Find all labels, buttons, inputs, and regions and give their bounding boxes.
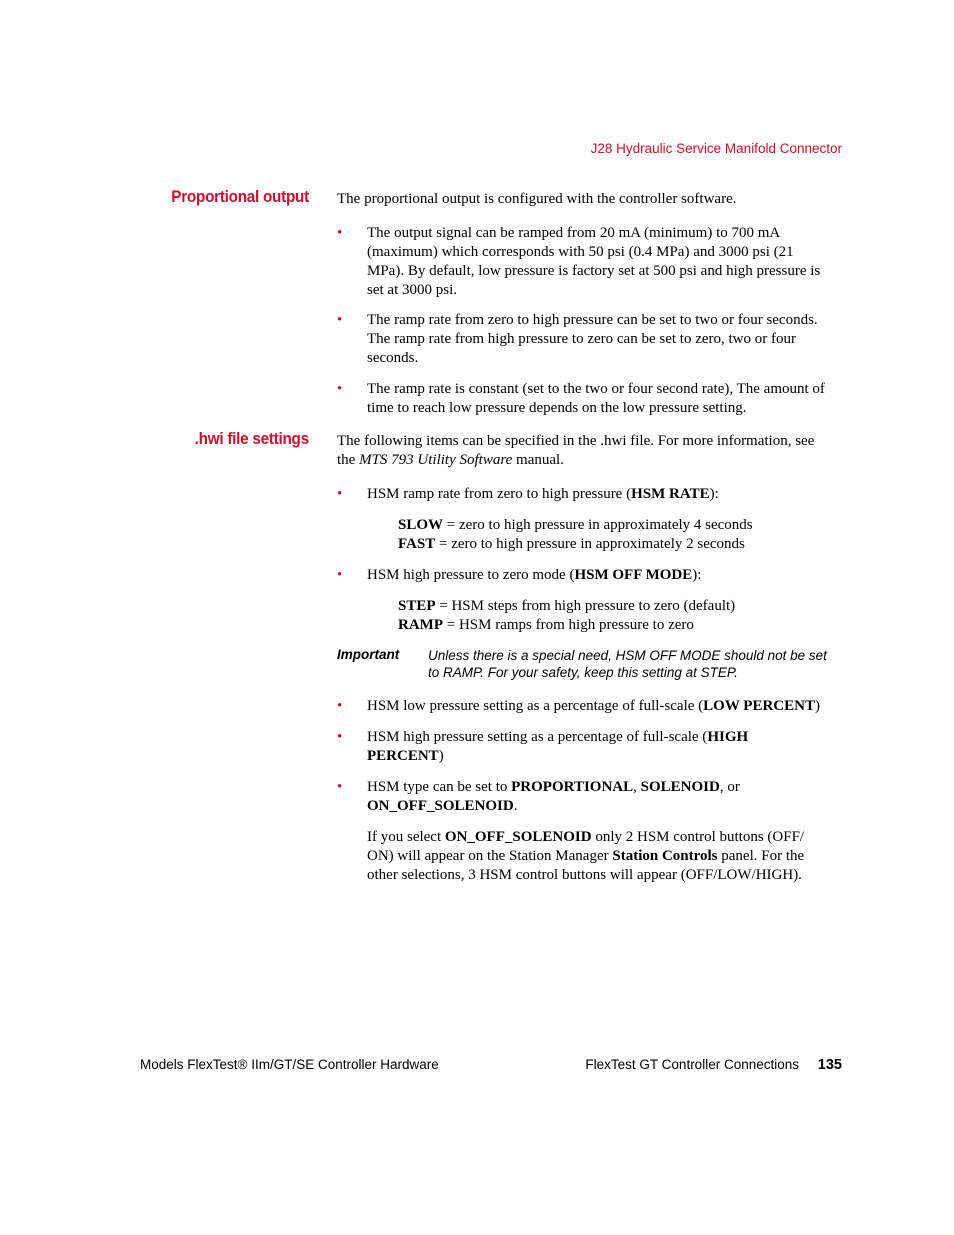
text-line: the MTS 793 Utility Software manual. — [337, 452, 564, 468]
page-number: 135 — [817, 1057, 842, 1073]
text-line: The output signal can be ramped from 20 mA (minimum) to 700 mA — [367, 225, 781, 241]
text-line: set at 3000 psi. — [367, 282, 457, 298]
bullet-icon: • — [337, 486, 343, 502]
bullet-icon: • — [337, 567, 343, 583]
section1-intro: The proportional output is configured with the controller software. — [337, 191, 737, 207]
text-line: The following items can be specified in the .hwi file. For more information, see — [337, 433, 815, 449]
value-list — [398, 597, 842, 635]
bullet-icon: • — [337, 312, 343, 328]
value-item: STEP = HSM steps from high pressure to zero (default) — [398, 598, 736, 614]
text-line: Unless there is a special need, HSM OFF MODE should not be set — [428, 648, 827, 663]
value-item: SLOW = zero to high pressure in approximately 4 seconds — [398, 517, 753, 533]
bullet-icon: • — [337, 779, 343, 795]
section-heading-proportional-output: Proportional output — [171, 187, 309, 206]
manual-title: MTS 793 Utility Software — [359, 452, 513, 468]
text-line: The ramp rate from zero to high pressure can be set to two or four seconds. — [367, 312, 818, 328]
running-head: J28 Hydraulic Service Manifold Connector — [590, 141, 842, 156]
footer-right: FlexTest GT Controller Connections — [585, 1057, 799, 1072]
text-line: seconds. — [367, 350, 419, 366]
bullet-icon: • — [337, 225, 343, 241]
value-list — [398, 516, 842, 554]
body-paragraph: If you select ON_OFF_SOLENOID only 2 HSM control buttons (OFF/ ON) will appear on the Station Manager Station Controls panel. For the other selections, 3 HSM control buttons will appear (OFF/LOW/HIGH). — [367, 829, 805, 883]
text-line: to RAMP. For your safety, keep this setting at STEP. — [428, 665, 738, 680]
text-line: time to reach low pressure depends on the low pressure setting. — [367, 400, 747, 416]
text-line: (maximum) which corresponds with 50 psi (0.4 MPa) and 3000 psi (21 — [367, 244, 794, 260]
note-label: Important — [337, 647, 400, 662]
value-item: RAMP = HSM ramps from high pressure to zero — [398, 617, 694, 633]
text-line: The ramp rate is constant (set to the two or four second rate), The amount of — [367, 381, 825, 397]
bullet-icon: • — [337, 729, 343, 745]
section2-intro — [337, 432, 842, 470]
value-item: FAST = zero to high pressure in approximately 2 seconds — [398, 536, 745, 552]
note-text — [428, 647, 848, 681]
section-heading-hwi-file-settings: .hwi file settings — [194, 429, 309, 448]
bullet-icon: • — [337, 698, 343, 714]
footer-left: Models FlexTest® IIm/GT/SE Controller Hardware — [140, 1057, 439, 1072]
text-line: MPa). By default, low pressure is factory set at 500 psi and high pressure is — [367, 263, 821, 279]
text-line: The ramp rate from high pressure to zero can be set to zero, two or four — [367, 331, 797, 347]
bullet-icon: • — [337, 381, 343, 397]
